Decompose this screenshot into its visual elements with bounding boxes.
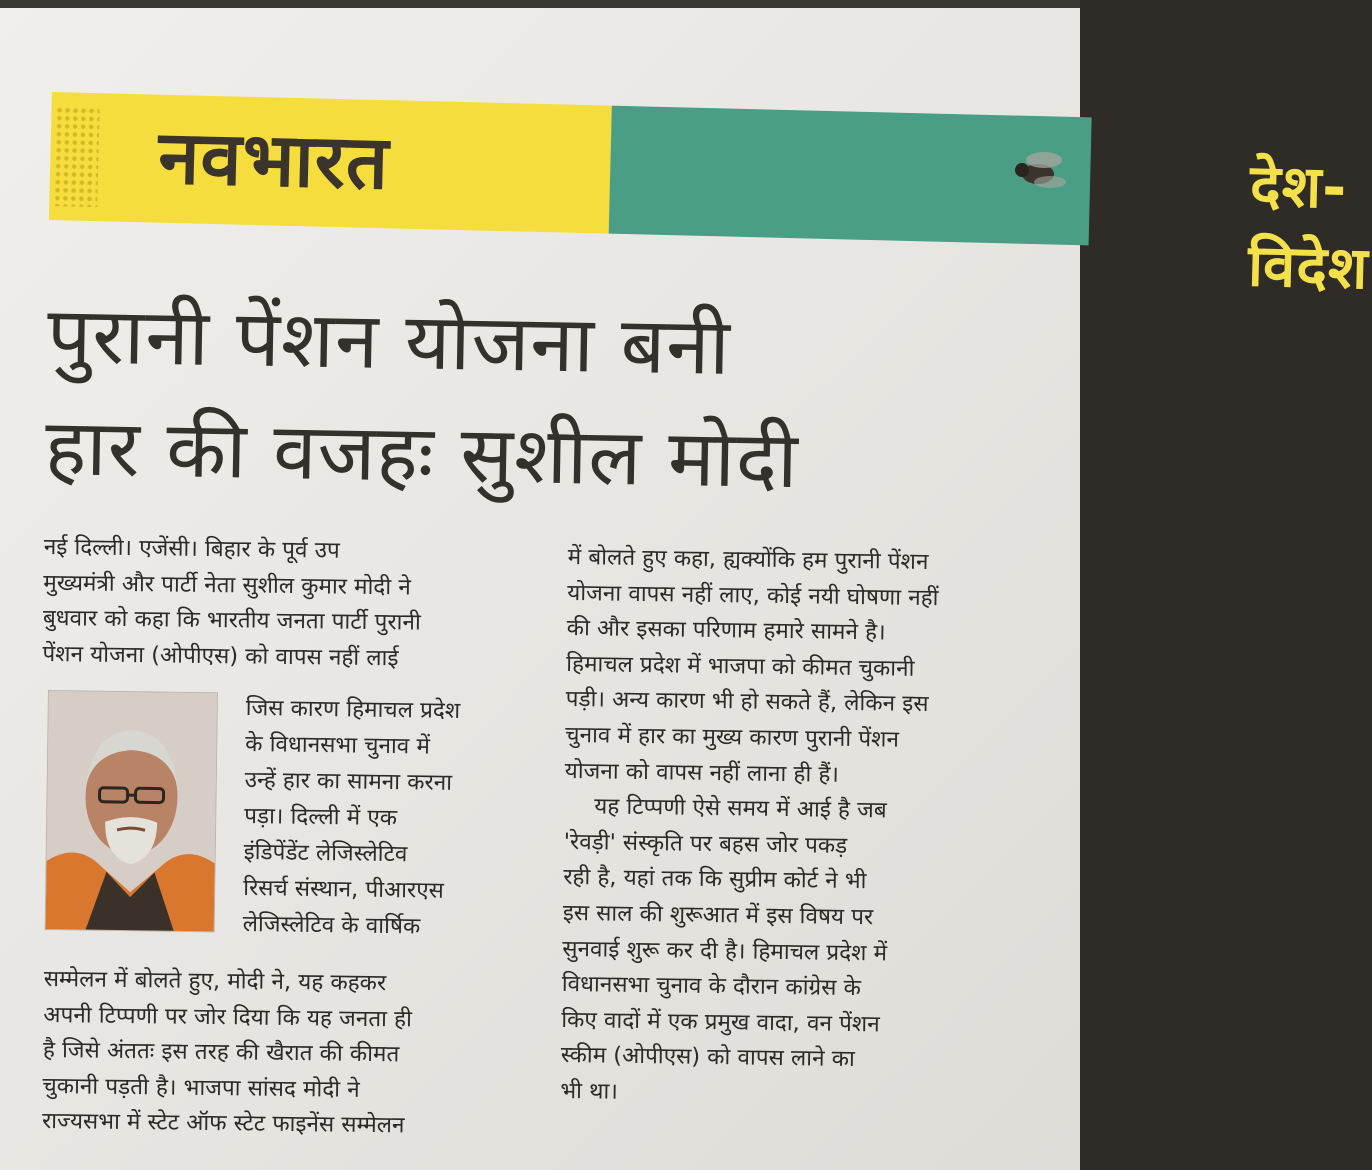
masthead-banner bbox=[49, 92, 1370, 303]
fly-icon bbox=[1000, 140, 1070, 200]
text-line: योजना को वापस नहीं लाना ही हैं। bbox=[564, 757, 840, 788]
text-line: स्कीम (ओपीएस) को वापस लाने का bbox=[560, 1042, 855, 1073]
text-line: रिसर्च संस्थान, पीआरएस bbox=[243, 874, 445, 904]
text-line: 'रेवड़ी' संस्कृति पर बहस जोर पकड़ bbox=[563, 828, 848, 859]
text-line: में बोलते हुए कहा, ह्यक्योंकि हम पुरानी पेंशन bbox=[567, 543, 929, 576]
text-line: के विधानसभा चुनाव में bbox=[245, 730, 431, 760]
text-line: हिमाचल प्रदेश में भाजपा को कीमत चुकानी bbox=[566, 650, 915, 682]
column-1-top bbox=[42, 530, 544, 678]
text-line: इंडिपेंडेंट लेजिस्लेटिव bbox=[243, 838, 408, 868]
text-line: यह टिप्पणी ऐसे समय में आई है जब bbox=[594, 793, 887, 824]
column-1-bottom bbox=[42, 962, 544, 1146]
text-line: सुनवाई शुरू कर दी है। हिमाचल प्रदेश में bbox=[562, 935, 888, 967]
text-line: राज्यसभा में स्टेट ऑफ स्टेट फाइनेंस सम्मेलन bbox=[41, 1108, 405, 1139]
section-title: देश-विदेश bbox=[1247, 151, 1370, 303]
text-line: नई दिल्ली। एजेंसी। बिहार के पूर्व उप bbox=[43, 533, 340, 564]
text-line: पड़ा। दिल्ली में एक bbox=[244, 802, 398, 832]
text-line: चुकानी पड़ती है। भाजपा सांसद मोदी ने bbox=[42, 1072, 360, 1103]
text-line: इस साल की शुरूआत में इस विषय पर bbox=[562, 899, 874, 931]
text-line: अपनी टिप्पणी पर जोर दिया कि यह जनता ही bbox=[43, 1001, 413, 1033]
text-line: की और इसका परिणाम हमारे सामने है। bbox=[566, 615, 886, 646]
masthead-left bbox=[49, 92, 612, 234]
portrait-image bbox=[46, 691, 217, 931]
text-line: सम्मेलन में बोलते हुए, मोदी ने, यह कहकर bbox=[43, 965, 387, 997]
portrait-photo bbox=[45, 690, 218, 932]
page-edge bbox=[0, 0, 1080, 8]
newspaper-logo: नवभारत bbox=[157, 114, 391, 207]
headline-line-2: हार की वजहः सुशील मोदी bbox=[44, 402, 800, 507]
text-line: विधानसभा चुनाव के दौरान कांग्रेस के bbox=[561, 971, 862, 1002]
text-line: किए वादों में एक प्रमुख वादा, वन पेंशन bbox=[561, 1006, 880, 1038]
column-1-wrap-text bbox=[242, 690, 545, 946]
dot-pattern bbox=[53, 106, 99, 207]
text-line: पेंशन योजना (ओपीएस) को वापस नहीं लाई bbox=[42, 640, 399, 672]
text-line: लेजिस्लेटिव के वार्षिक bbox=[242, 910, 421, 940]
headline bbox=[44, 280, 1048, 521]
column-2 bbox=[560, 540, 1038, 1116]
text-line: रही है, यहां तक कि सुप्रीम कोर्ट ने भी bbox=[563, 864, 867, 895]
text-line: उन्हें हार का सामना करना bbox=[244, 766, 453, 796]
text-line: योजना वापस नहीं लाए, कोई नयी घोषणा नहीं bbox=[567, 579, 939, 611]
text-line: चुनाव में हार का मुख्य कारण पुरानी पेंशन bbox=[565, 721, 900, 753]
text-line: बुधवार को कहा कि भारतीय जनता पार्टी पुरानी bbox=[42, 605, 421, 636]
text-line: जिस कारण हिमाचल प्रदेश bbox=[245, 694, 461, 724]
text-line: है जिसे अंततः इस तरह की खैरात की कीमत bbox=[42, 1037, 400, 1068]
text-line: पड़ी। अन्य कारण भी हो सकते हैं, लेकिन इस bbox=[565, 686, 929, 718]
text-line: भी था। bbox=[560, 1077, 619, 1105]
text-line: मुख्यमंत्री और पार्टी नेता सुशील कुमार मोदी ने bbox=[43, 569, 411, 601]
headline-line-1: पुरानी पेंशन योजना बनी bbox=[46, 290, 732, 393]
